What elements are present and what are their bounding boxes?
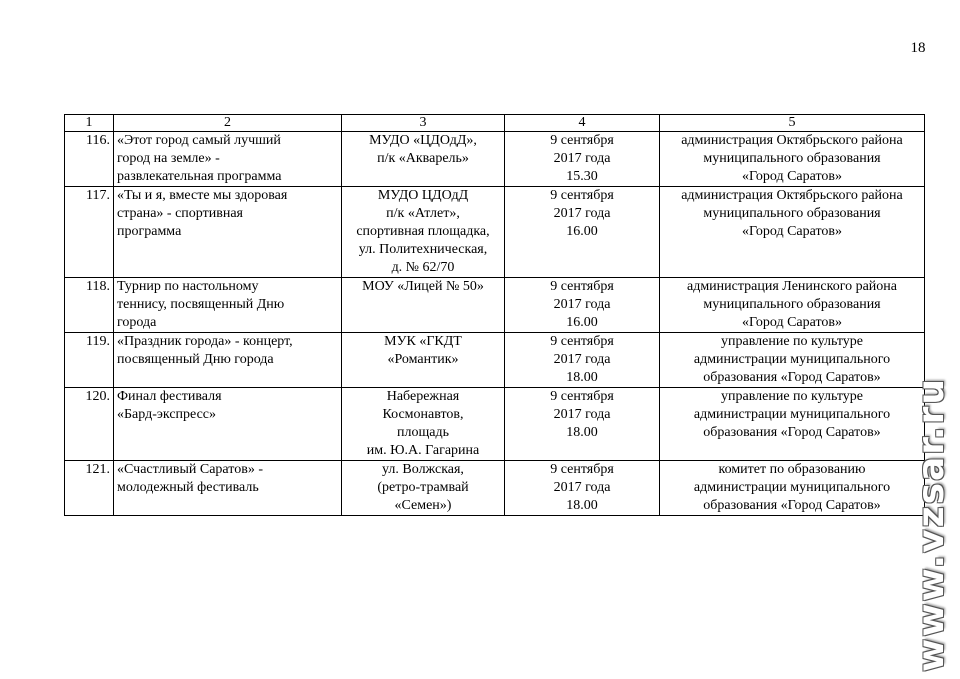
row-number-cell: 121. bbox=[65, 461, 114, 516]
cell-line: 16.00 bbox=[566, 224, 598, 239]
cell-line: посвященный Дню города bbox=[117, 352, 274, 367]
cell-line: администрации муниципального bbox=[693, 352, 891, 367]
cell-line: «Бард-экспресс» bbox=[117, 407, 217, 422]
cell-line: муниципального образования bbox=[703, 297, 881, 312]
watermark: www.vzsar.ru bbox=[911, 377, 952, 672]
cell-line: «Романтик» bbox=[387, 352, 459, 367]
table-row bbox=[65, 187, 925, 278]
organizer-cell bbox=[660, 388, 925, 461]
row-number-cell: 119. bbox=[65, 333, 114, 388]
cell-line: 18.00 bbox=[566, 425, 598, 440]
event-name-cell bbox=[114, 461, 342, 516]
cell-line: 2017 года bbox=[553, 151, 611, 166]
cell-line: (ретро-трамвай bbox=[377, 480, 469, 495]
column-header: 2 bbox=[114, 115, 342, 132]
cell-line: администрация Октябрьского района bbox=[681, 188, 903, 203]
cell-line: развлекательная программа bbox=[117, 169, 282, 184]
cell-line: администрация Ленинского района bbox=[686, 279, 897, 294]
cell-line: «Ты и я, вместе мы здоровая bbox=[117, 188, 288, 203]
cell-line: 9 сентября bbox=[550, 389, 614, 404]
cell-line: д. № 62/70 bbox=[391, 260, 455, 275]
cell-line: программа bbox=[117, 224, 182, 239]
cell-line: теннису, посвященный Дню bbox=[117, 297, 285, 312]
column-header: 1 bbox=[65, 115, 114, 132]
organizer-cell bbox=[660, 187, 925, 278]
date-time-cell bbox=[505, 278, 660, 333]
event-name-cell bbox=[114, 187, 342, 278]
cell-line: ул. Политехническая, bbox=[358, 242, 488, 257]
event-name-cell bbox=[114, 132, 342, 187]
table-row bbox=[65, 388, 925, 461]
cell-line: город на земле» - bbox=[117, 151, 220, 166]
cell-line: им. Ю.А. Гагарина bbox=[366, 443, 480, 458]
cell-line: страна» - спортивная bbox=[117, 206, 243, 221]
cell-line: 18.00 bbox=[566, 370, 598, 385]
table-row bbox=[65, 132, 925, 187]
cell-line: ул. Волжская, bbox=[382, 462, 464, 477]
cell-line: 18.00 bbox=[566, 498, 598, 513]
cell-line: площадь bbox=[397, 425, 449, 440]
cell-line: города bbox=[117, 315, 157, 330]
venue-cell bbox=[342, 388, 505, 461]
event-name-cell bbox=[114, 278, 342, 333]
cell-line: администрации муниципального bbox=[693, 480, 891, 495]
cell-line: муниципального образования bbox=[703, 151, 881, 166]
cell-line: «Счастливый Саратов» - bbox=[117, 462, 263, 477]
cell-line: «Этот город самый лучший bbox=[117, 133, 281, 148]
cell-line: 15.30 bbox=[566, 169, 598, 184]
cell-line: Турнир по настольному bbox=[117, 279, 259, 294]
cell-line: 2017 года bbox=[553, 352, 611, 367]
cell-line: администрация Октябрьского района bbox=[681, 133, 903, 148]
date-time-cell bbox=[505, 187, 660, 278]
cell-line: МУДО ЦДОдД bbox=[377, 188, 469, 203]
cell-line: образования «Город Саратов» bbox=[703, 370, 881, 385]
organizer-cell bbox=[660, 461, 925, 516]
cell-line: Финал фестиваля bbox=[117, 389, 222, 404]
event-name-cell bbox=[114, 388, 342, 461]
cell-line: муниципального образования bbox=[703, 206, 881, 221]
date-time-cell bbox=[505, 333, 660, 388]
cell-line: «Город Саратов» bbox=[741, 315, 843, 330]
cell-line: образования «Город Саратов» bbox=[703, 498, 881, 513]
organizer-cell bbox=[660, 333, 925, 388]
table-header-row bbox=[65, 115, 925, 132]
cell-line: «Город Саратов» bbox=[741, 169, 843, 184]
cell-line: МОУ «Лицей № 50» bbox=[362, 279, 484, 294]
cell-line: 9 сентября bbox=[550, 279, 614, 294]
cell-line: 9 сентября bbox=[550, 133, 614, 148]
venue-cell bbox=[342, 333, 505, 388]
venue-cell bbox=[342, 132, 505, 187]
date-time-cell bbox=[505, 461, 660, 516]
cell-line: администрации муниципального bbox=[693, 407, 891, 422]
cell-line: 16.00 bbox=[566, 315, 598, 330]
cell-line: Космонавтов, bbox=[382, 407, 464, 422]
table-row bbox=[65, 461, 925, 516]
cell-line: Набережная bbox=[386, 389, 460, 404]
table-row bbox=[65, 278, 925, 333]
column-header: 5 bbox=[660, 115, 925, 132]
events-table bbox=[64, 114, 925, 516]
row-number-cell: 118. bbox=[65, 278, 114, 333]
cell-line: «Праздник города» - концерт, bbox=[117, 334, 293, 349]
cell-line: «Семен») bbox=[394, 498, 452, 513]
venue-cell bbox=[342, 461, 505, 516]
date-time-cell bbox=[505, 388, 660, 461]
cell-line: 9 сентября bbox=[550, 334, 614, 349]
organizer-cell bbox=[660, 132, 925, 187]
cell-line: 2017 года bbox=[553, 407, 611, 422]
cell-line: 2017 года bbox=[553, 297, 611, 312]
row-number-cell: 117. bbox=[65, 187, 114, 278]
cell-line: комитет по образованию bbox=[718, 462, 866, 477]
organizer-cell bbox=[660, 278, 925, 333]
venue-cell bbox=[342, 278, 505, 333]
page-number: 18 bbox=[910, 40, 926, 56]
row-number-cell: 116. bbox=[65, 132, 114, 187]
cell-line: «Город Саратов» bbox=[741, 224, 843, 239]
cell-line: управление по культуре bbox=[721, 334, 863, 349]
cell-line: 9 сентября bbox=[550, 462, 614, 477]
date-time-cell bbox=[505, 132, 660, 187]
event-name-cell bbox=[114, 333, 342, 388]
cell-line: 2017 года bbox=[553, 206, 611, 221]
column-header: 4 bbox=[505, 115, 660, 132]
table-row bbox=[65, 333, 925, 388]
cell-line: МУДО «ЦДОдД», bbox=[369, 133, 477, 148]
cell-line: 2017 года bbox=[553, 480, 611, 495]
cell-line: п/к «Акварель» bbox=[377, 151, 469, 166]
cell-line: управление по культуре bbox=[721, 389, 863, 404]
cell-line: п/к «Атлет», bbox=[386, 206, 460, 221]
venue-cell bbox=[342, 187, 505, 278]
cell-line: образования «Город Саратов» bbox=[703, 425, 881, 440]
cell-line: молодежный фестиваль bbox=[117, 480, 259, 495]
row-number-cell: 120. bbox=[65, 388, 114, 461]
column-header: 3 bbox=[342, 115, 505, 132]
cell-line: МУК «ГКДТ bbox=[384, 334, 462, 349]
cell-line: 9 сентября bbox=[550, 188, 614, 203]
cell-line: спортивная площадка, bbox=[356, 224, 490, 239]
